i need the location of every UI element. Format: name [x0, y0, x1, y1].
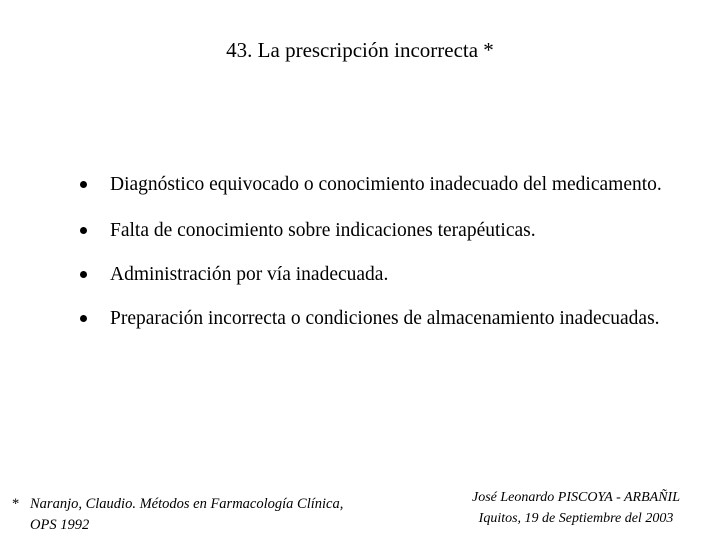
slide-title: 43. La prescripción incorrecta * [226, 38, 494, 62]
bullet-item [78, 260, 694, 290]
footnote-marker: * [12, 496, 20, 512]
bullet-list [78, 170, 694, 350]
bullet-dot-icon [80, 227, 87, 234]
bullet-text: Administración por vía inadecuada. [110, 264, 389, 285]
bullet-text: Preparación incorrecta o condiciones de almacenamiento inadecuadas. [110, 308, 660, 329]
footnote-reference: Naranjo, Claudio. Métodos en Farmacología Clínica, [30, 496, 344, 512]
bullet-dot-icon [80, 271, 87, 278]
bullet-item [78, 216, 694, 246]
author-credit [446, 487, 706, 529]
footnote [12, 494, 343, 536]
bullet-item [78, 170, 694, 200]
bullet-text: Falta de conocimiento sobre indicaciones terapéuticas. [110, 220, 536, 241]
author-name: José Leonardo PISCOYA - ARBAÑIL [472, 490, 680, 505]
bullet-dot-icon [80, 181, 87, 188]
footnote-publisher: OPS 1992 [30, 517, 90, 533]
bullet-dot-icon [80, 315, 87, 322]
bullet-text: Diagnóstico equivocado o conocimiento inadecuado del medicamento. [110, 174, 662, 195]
bullet-item [78, 304, 694, 334]
place-date: Iquitos, 19 de Septiembre del 2003 [478, 511, 674, 526]
